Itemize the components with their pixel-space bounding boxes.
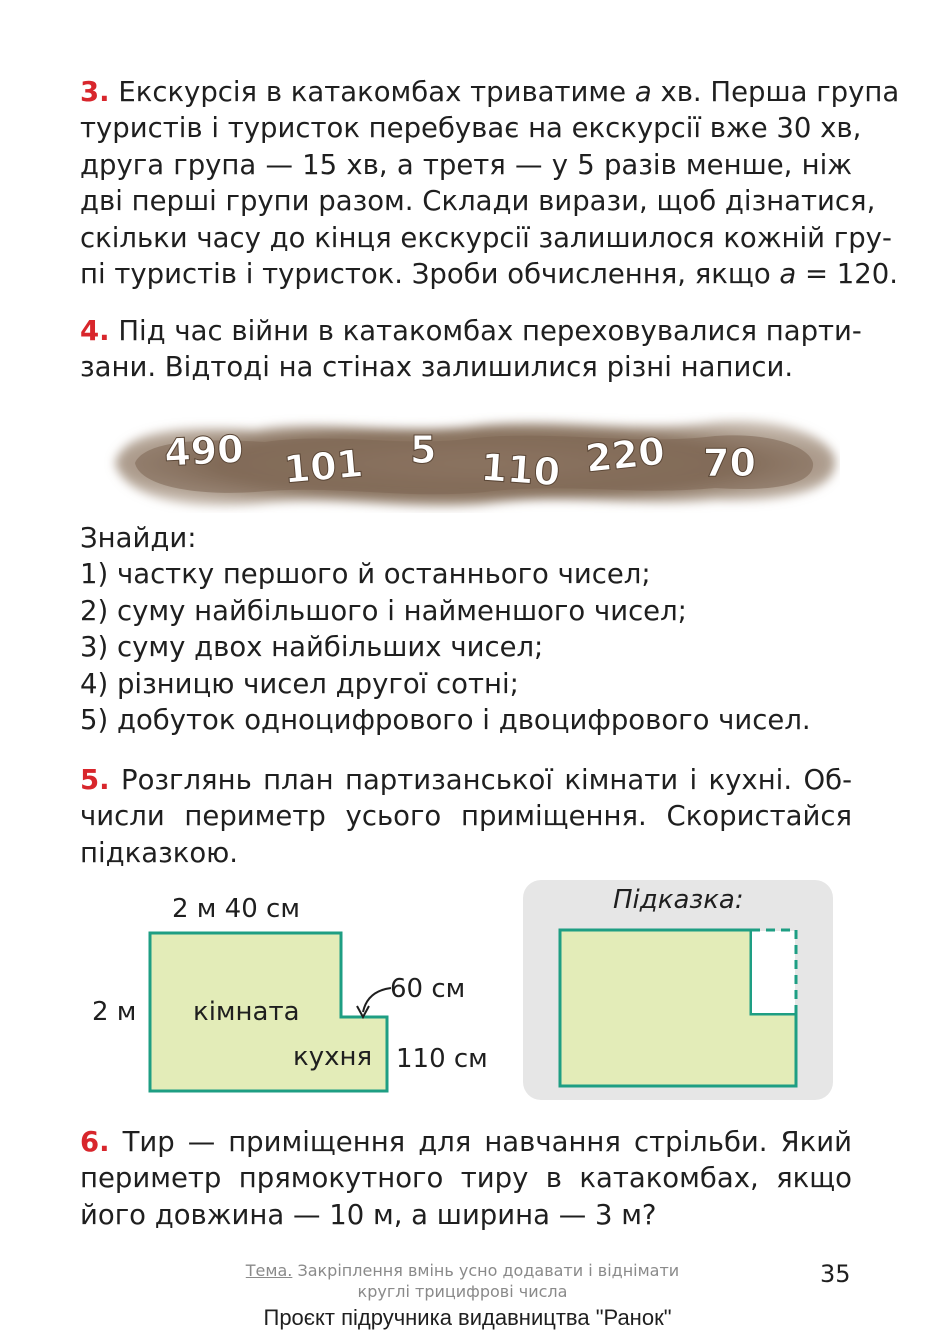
task-number: 4.: [80, 315, 110, 347]
list-item: 3) суму двох найбільших чисел;: [80, 631, 544, 664]
task-4: 4. Під час війни в катакомбах переховувалися парти- зани. Відтоді на стінах залишилися різні написи.: [80, 315, 862, 384]
inscription: 5: [410, 428, 437, 472]
left-dimension: 2 м: [92, 997, 137, 1027]
task-4-list: [80, 520, 811, 738]
inscription: 490: [163, 426, 245, 475]
stone-wall-inscriptions: [95, 408, 840, 513]
inscription: 101: [281, 441, 365, 492]
list-item: 2) суму найбільшого і найменшого чисел;: [80, 594, 687, 627]
find-label: Знайди:: [80, 522, 197, 554]
hint-notch: [752, 931, 795, 1013]
hint-title: Підказка:: [613, 885, 744, 915]
page-number: 35: [820, 1260, 851, 1288]
task-number: 3.: [80, 76, 110, 108]
inscription: 110: [479, 445, 562, 495]
list-item: 4) різницю чисел другої сотні;: [80, 667, 519, 700]
right-dimension: 110 см: [396, 1044, 488, 1074]
footer-topic: Тема. Закріплення вмінь усно додавати і віднімати круглі трицифрові числа: [245, 1261, 680, 1301]
draft-note: Проєкт підручника видавництва "Ранок": [263, 1305, 672, 1330]
hint-box: [523, 880, 833, 1100]
task-number: 6.: [80, 1126, 110, 1158]
inscription: 70: [703, 441, 756, 485]
list-item: 1) частку першого й останнього чисел;: [80, 558, 651, 591]
inscription: 220: [583, 428, 667, 481]
notch-dimension: 60 см: [390, 974, 466, 1004]
task-number: 5.: [80, 764, 110, 796]
top-dimension: 2 м 40 см: [172, 894, 300, 924]
task-5: 5. Розглянь план партизанської кімнати і кухні. Об- числи периметр усього приміщення. Скористайся підказкою.: [80, 764, 852, 869]
list-item: 5) добуток одноцифрового і двоцифрового чисел.: [80, 704, 811, 737]
room-plan: [80, 880, 510, 1110]
task-6: 6. Тир — приміщення для навчання стрільби. Який периметр прямокутного тиру в катакомбах, якщо його довжина — 10 м, а ширина — 3 м?: [80, 1126, 852, 1231]
kitchen-label: кухня: [293, 1042, 373, 1072]
task-3: 3. Екскурсія в катакомбах триватиме a хв. Перша група туристів і туристок перебуває на екскурсії вже 30 хв, друга група — 15 хв, а третя — у 5 разів менше, ніж дві перші групи разом. Склади вирази, щоб дізнатися, скільки часу до кінця екскурсії залишилося кожній гру- пі туристів і туристок. Зроби обчислення, якщо a = 120.: [80, 76, 900, 291]
room-label: кімната: [193, 997, 300, 1027]
